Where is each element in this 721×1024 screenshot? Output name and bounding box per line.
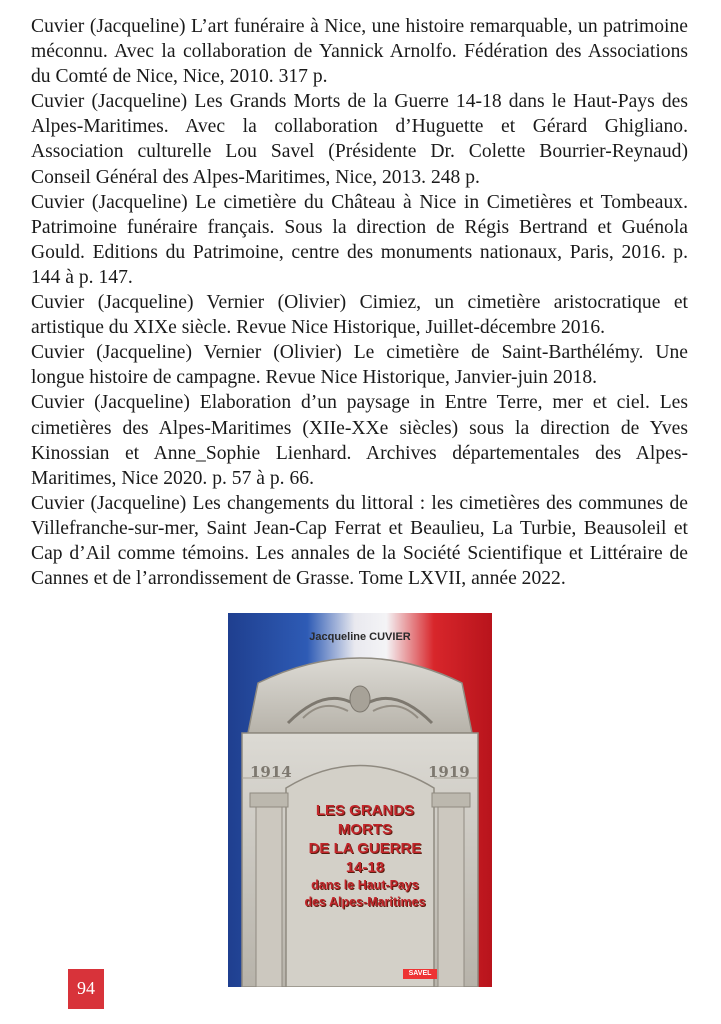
publisher-logo: SAVEL	[403, 969, 437, 979]
cover-title	[290, 801, 440, 911]
page-number: 94	[68, 969, 104, 1009]
bibliography-entry: Cuvier (Jacqueline) Vernier (Olivier) Cimiez, un cimetière aristocratique et artistique du XIXe siècle. Revue Nice Historique, Juillet-décembre 2016.	[31, 292, 688, 339]
cover-subtitle-line: dans le Haut-Pays	[311, 878, 419, 892]
bibliography-entry: Cuvier (Jacqueline) Les changements du littoral : les cimetières des communes de Villefranche-sur-mer, Saint Jean-Cap Ferrat et Beaulieu, La Turbie, Beausoleil et Cap d’Ail comme témoins. Les annales de la Société Scientifique et Littéraire de Cannes et de l’arrondissement de Grasse. Tome LXVII, année 2022.	[31, 492, 688, 590]
cover-subtitle-line: des Alpes-Maritimes	[304, 895, 426, 909]
bibliography-entry: Cuvier (Jacqueline) Vernier (Olivier) Le cimetière de Saint-Barthélémy. Une longue histoire de campagne. Revue Nice Historique, Janvier-juin 2018.	[31, 342, 688, 389]
bibliography-list	[31, 14, 688, 591]
cover-title-line: 14-18	[345, 859, 385, 876]
cover-year-left: 1914	[250, 763, 292, 781]
cover-title-line: DE LA GUERRE	[308, 840, 422, 857]
bibliography-entry: Cuvier (Jacqueline) Les Grands Morts de la Guerre 14-18 dans le Haut-Pays des Alpes-Maritimes. Avec la collaboration d’Huguette et Gérard Ghigliano. Association culturelle Lou Savel (Présidente Dr. Colette Bourrier-Reynaud) Conseil Général des Alpes-Maritimes, Nice, 2013. 248 p.	[31, 91, 688, 188]
bibliography-entry: Cuvier (Jacqueline) L’art funéraire à Nice, une histoire remarquable, un patrimoine méconnu. Avec la collaboration de Yannick Arnolfo. Fédération des Associations du Comté de Nice, Nice, 2010. 317 p.	[31, 16, 688, 88]
cover-author: Jacqueline CUVIER	[309, 631, 411, 643]
bibliography-entry: Cuvier (Jacqueline) Le cimetière du Château à Nice in Cimetières et Tombeaux. Patrimoine funéraire français. Sous la direction de Régis Bertrand et Guénola Gould. Editions du Patrimoine, centre des monuments nationaux, Paris, 2016. p. 144 à p. 147.	[31, 191, 688, 288]
cover-title-line: LES GRANDS	[315, 802, 415, 819]
book-cover-image	[228, 613, 492, 987]
bibliography-entry: Cuvier (Jacqueline) Elaboration d’un paysage in Entre Terre, mer et ciel. Les cimetières des Alpes-Maritimes (XIIe-XXe siècles) sous la direction de Yves Kinossian et Anne_Sophie Lienhard. Archives départementales des Alpes-Maritimes, Nice 2020. p. 57 à p. 66.	[31, 392, 688, 489]
war-memorial-illustration	[228, 613, 492, 987]
cover-title-line: MORTS	[337, 821, 393, 838]
cover-year-right: 1919	[428, 763, 470, 781]
